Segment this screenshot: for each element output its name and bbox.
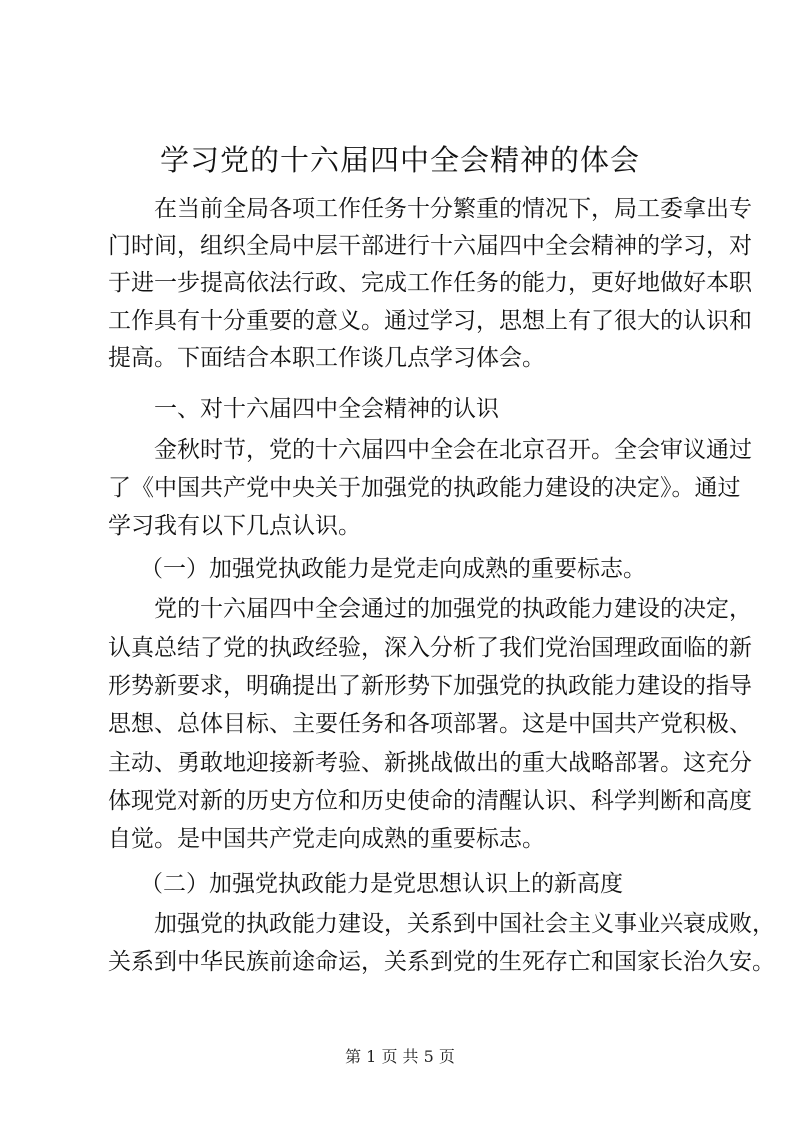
paragraph-line: 提高。下面结合本职工作谈几点学习体会。 xyxy=(108,345,545,371)
subsection-heading: （二）加强党执政能力是党思想认识上的新高度 xyxy=(140,871,623,897)
paragraph-line: 金秋时节，党的十六届四中全会在北京召开。全会审议通过 xyxy=(154,437,752,463)
page-number-footer: 第 1 页 共 5 页 xyxy=(345,1047,455,1066)
paragraph-line: 工作具有十分重要的意义。通过学习，思想上有了很大的认识和 xyxy=(108,308,752,334)
paragraph-line: 认真总结了党的执政经验，深入分析了我们党治国理政面临的新 xyxy=(108,635,752,661)
paragraph-line: 自觉。是中国共产党走向成熟的重要标志。 xyxy=(108,826,545,852)
paragraph-line: 关系到中华民族前途命运，关系到党的生死存亡和国家长治久安。 xyxy=(108,949,775,975)
paragraph-line: 了《中国共产党中央关于加强党的执政能力建设的决定》。通过 xyxy=(108,475,741,501)
section-heading: 一、对十六届四中全会精神的认识 xyxy=(154,396,499,422)
paragraph-line: 思想、总体目标、主要任务和各项部署。这是中国共产党积极、 xyxy=(108,711,752,737)
paragraph-line: 于进一步提高依法行政、完成工作任务的能力，更好地做好本职 xyxy=(108,270,752,296)
paragraph-line: 学习我有以下几点认识。 xyxy=(108,513,361,539)
paragraph-line: 门时间，组织全局中层干部进行十六届四中全会精神的学习，对 xyxy=(108,233,752,259)
paragraph-line: 党的十六届四中全会通过的加强党的执政能力建设的决定， xyxy=(154,596,752,622)
paragraph-line: 体现党对新的历史方位和历史使命的清醒认识、科学判断和高度 xyxy=(108,788,752,814)
paragraph-line: 在当前全局各项工作任务十分繁重的情况下，局工委拿出专 xyxy=(154,196,752,222)
subsection-heading: （一）加强党执政能力是党走向成熟的重要标志。 xyxy=(140,556,646,582)
paragraph-line: 加强党的执政能力建设，关系到中国社会主义事业兴衰成败， xyxy=(154,911,775,937)
document-title: 学习党的十六届四中全会精神的体会 xyxy=(159,143,640,177)
paragraph-line: 主动、勇敢地迎接新考验、新挑战做出的重大战略部署。这充分 xyxy=(108,750,752,776)
paragraph-line: 形势新要求，明确提出了新形势下加强党的执政能力建设的指导 xyxy=(108,673,752,699)
